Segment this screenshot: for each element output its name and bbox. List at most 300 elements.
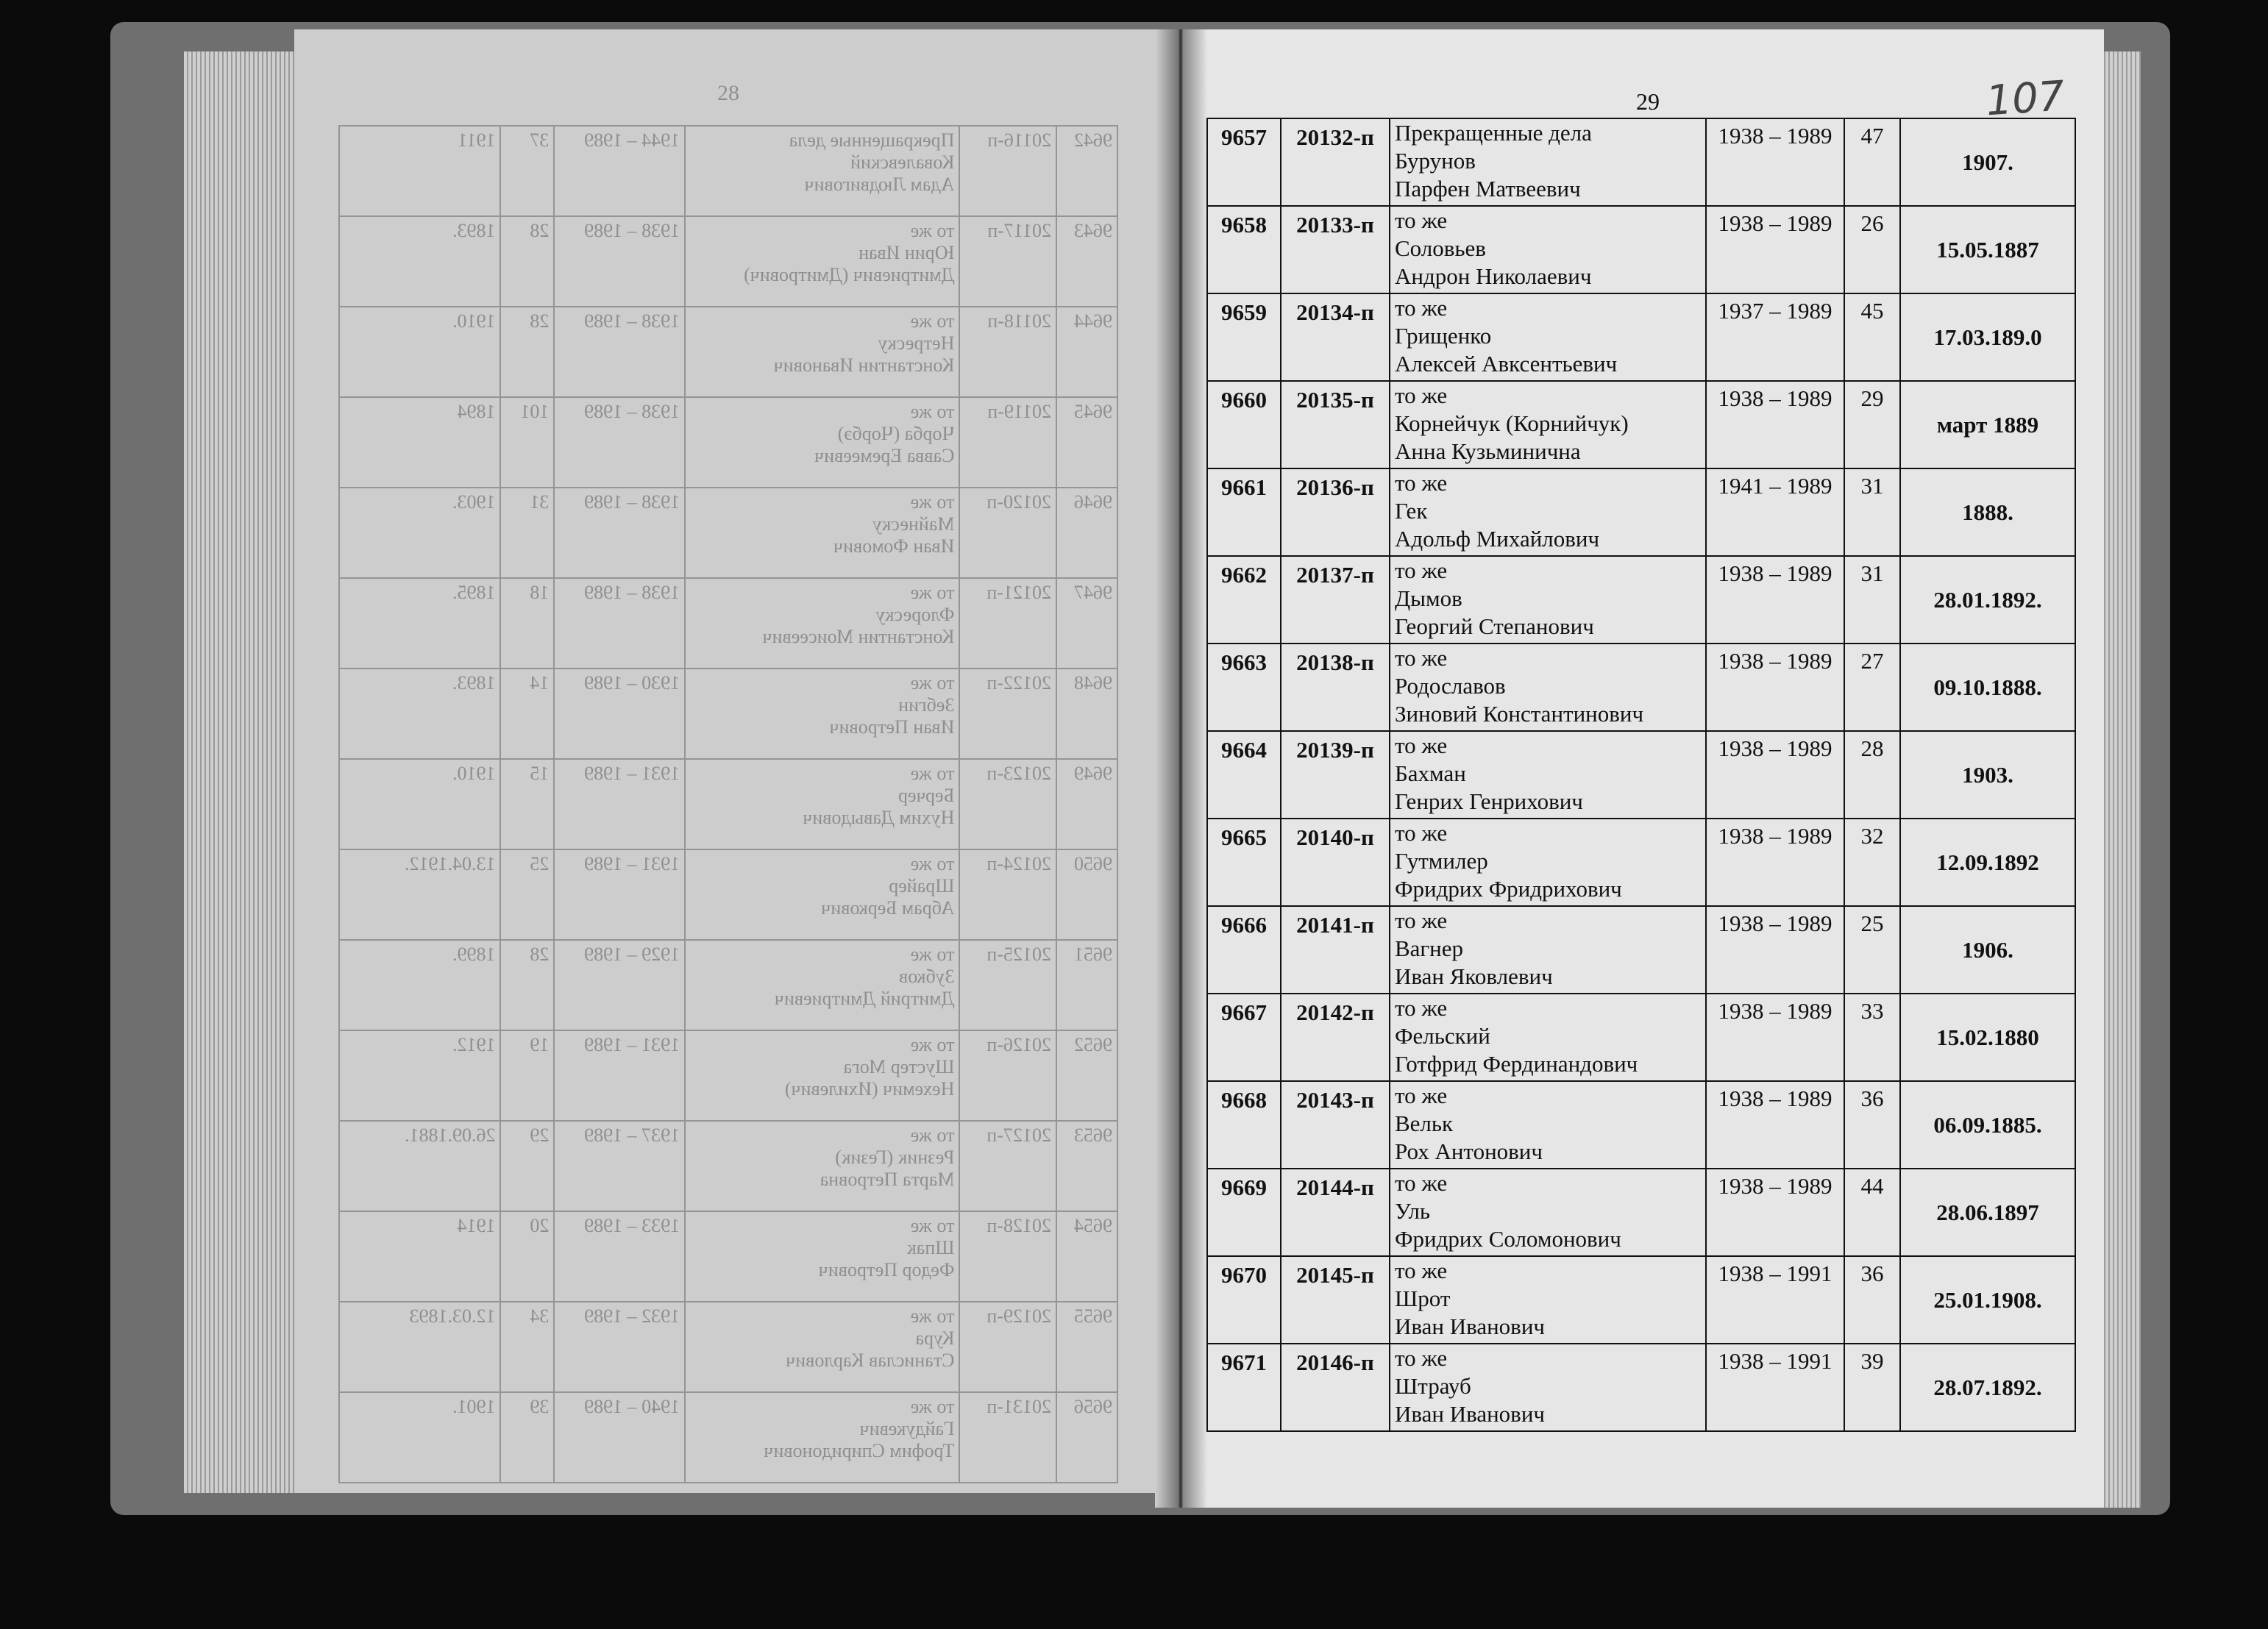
ghost-case-category: то же xyxy=(910,1124,955,1146)
case-category: Прекращенные дела xyxy=(1395,120,1592,146)
ghost-years-cell: 1938 – 1989 xyxy=(554,307,685,397)
ghost-no-cell: 9647 xyxy=(1056,578,1117,669)
date-range-cell: 1938 – 1989 xyxy=(1706,906,1844,994)
ghost-case-category: то же xyxy=(910,582,955,603)
record-number-cell: 9664 xyxy=(1207,731,1281,819)
record-number-cell: 9657 xyxy=(1207,118,1281,206)
ghost-no-cell: 9649 xyxy=(1056,759,1117,849)
case-number-cell: 20142-п xyxy=(1281,994,1390,1081)
ghost-surname: Юрин Иван xyxy=(859,242,955,263)
given-name: Иван Яковлевич xyxy=(1395,963,1553,989)
birth-date-cell: март 1889 xyxy=(1900,381,2075,468)
record-number-cell: 9666 xyxy=(1207,906,1281,994)
ghost-case-category: то же xyxy=(910,763,955,784)
ghost-given-name: Абрам Беркович xyxy=(821,897,955,919)
ghost-case-category: то же xyxy=(910,672,955,694)
ghost-person-cell xyxy=(685,307,959,397)
ghost-person-cell xyxy=(685,1302,959,1392)
person-cell xyxy=(1390,468,1706,556)
ghost-table-row xyxy=(339,1030,1117,1121)
sheet-count-cell: 47 xyxy=(1844,118,1900,206)
given-name: Рох Антонович xyxy=(1395,1138,1543,1164)
date-range-cell: 1938 – 1989 xyxy=(1706,206,1844,293)
table-row xyxy=(1207,731,2075,819)
birth-date-cell: 1907. xyxy=(1900,118,2075,206)
ghost-years-cell: 1938 – 1989 xyxy=(554,578,685,669)
ghost-surname: Берчер xyxy=(897,785,955,806)
ghost-table-row xyxy=(339,759,1117,849)
ghost-table-row xyxy=(339,1392,1117,1483)
ghost-sheets-cell: 20 xyxy=(500,1211,554,1302)
ghost-surname: Чорба (Чорбэ) xyxy=(837,423,955,444)
ghost-given-name: Трофим Спиридонович xyxy=(764,1440,955,1461)
ghost-given-name: Иван Фомович xyxy=(833,535,955,557)
ghost-years-cell: 1932 – 1989 xyxy=(554,1302,685,1392)
ghost-person-cell xyxy=(685,759,959,849)
record-number-cell: 9659 xyxy=(1207,293,1281,381)
ghost-years-cell: 1944 – 1989 xyxy=(554,126,685,216)
ghost-given-name: Станислав Карлович xyxy=(786,1350,955,1371)
ghost-case-category: то же xyxy=(910,310,955,332)
ghost-sheets-cell: 14 xyxy=(500,669,554,759)
person-cell xyxy=(1390,206,1706,293)
case-category: то же xyxy=(1395,557,1448,583)
sheet-count-cell: 31 xyxy=(1844,556,1900,644)
ghost-years-cell: 1938 – 1989 xyxy=(554,397,685,488)
ghost-sheets-cell: 28 xyxy=(500,307,554,397)
ghost-case-cell: 20124-п xyxy=(959,849,1056,940)
ghost-table-row xyxy=(339,940,1117,1030)
sheet-count-cell: 44 xyxy=(1844,1169,1900,1256)
case-category: то же xyxy=(1395,1258,1448,1283)
ghost-surname: Нетреску xyxy=(878,332,955,354)
ghost-person-cell xyxy=(685,669,959,759)
person-cell xyxy=(1390,1256,1706,1344)
person-cell xyxy=(1390,906,1706,994)
ghost-birth-cell: 1893. xyxy=(339,216,500,307)
ghost-table-row xyxy=(339,1302,1117,1392)
ghost-birth-cell: 1903. xyxy=(339,488,500,578)
table-row xyxy=(1207,556,2075,644)
ghost-no-cell: 9645 xyxy=(1056,397,1117,488)
given-name: Парфен Матвеевич xyxy=(1395,176,1581,202)
ghost-surname: Зубков xyxy=(898,966,955,987)
surname: Бурунов xyxy=(1395,148,1476,174)
table-row xyxy=(1207,206,2075,293)
case-category: то же xyxy=(1395,470,1448,496)
ghost-birth-cell: 1895. xyxy=(339,578,500,669)
ghost-case-category: то же xyxy=(910,1396,955,1417)
case-category: то же xyxy=(1395,995,1448,1021)
record-number-cell: 9662 xyxy=(1207,556,1281,644)
given-name: Фридрих Фридрихович xyxy=(1395,876,1622,902)
sheet-count-cell: 36 xyxy=(1844,1081,1900,1169)
given-name: Анна Кузьминична xyxy=(1395,438,1581,464)
ghost-table-row xyxy=(339,1211,1117,1302)
person-cell xyxy=(1390,118,1706,206)
table-row xyxy=(1207,1256,2075,1344)
sheet-count-cell: 36 xyxy=(1844,1256,1900,1344)
case-category: то же xyxy=(1395,1170,1448,1196)
ghost-sheets-cell: 25 xyxy=(500,849,554,940)
table-row xyxy=(1207,1344,2075,1431)
ghost-case-category: то же xyxy=(910,1305,955,1327)
surname: Уль xyxy=(1395,1198,1431,1224)
table-row xyxy=(1207,381,2075,468)
ghost-case-cell: 20127-п xyxy=(959,1121,1056,1211)
case-category: то же xyxy=(1395,207,1448,233)
ghost-case-cell: 20116-п xyxy=(959,126,1056,216)
case-category: то же xyxy=(1395,820,1448,846)
date-range-cell: 1938 – 1991 xyxy=(1706,1256,1844,1344)
date-range-cell: 1941 – 1989 xyxy=(1706,468,1844,556)
surname: Гек xyxy=(1395,498,1428,524)
ghost-surname: Шрайер xyxy=(889,875,955,897)
ghost-table-row xyxy=(339,578,1117,669)
ghost-case-category: то же xyxy=(910,491,955,513)
sheet-count-cell: 27 xyxy=(1844,644,1900,731)
surname: Грищенко xyxy=(1395,323,1492,349)
ghost-sheets-cell: 31 xyxy=(500,488,554,578)
sheet-count-cell: 29 xyxy=(1844,381,1900,468)
ghost-sheets-cell: 34 xyxy=(500,1302,554,1392)
ghost-given-name: Федор Петрович xyxy=(818,1259,955,1280)
table-row xyxy=(1207,1169,2075,1256)
ghost-case-cell: 20117-п xyxy=(959,216,1056,307)
ghost-case-category: то же xyxy=(910,1215,955,1236)
given-name: Зиновий Константинович xyxy=(1395,701,1644,727)
case-number-cell: 20145-п xyxy=(1281,1256,1390,1344)
ghost-case-cell: 20120-п xyxy=(959,488,1056,578)
given-name: Андрон Николаевич xyxy=(1395,263,1592,289)
ghost-case-category: то же xyxy=(910,220,955,241)
register-table xyxy=(1206,118,2076,1432)
case-number-cell: 20139-п xyxy=(1281,731,1390,819)
case-number-cell: 20137-п xyxy=(1281,556,1390,644)
ghost-years-cell: 1931 – 1989 xyxy=(554,1030,685,1121)
case-category: то же xyxy=(1395,908,1448,933)
ghost-person-cell xyxy=(685,216,959,307)
case-number-cell: 20136-п xyxy=(1281,468,1390,556)
given-name: Фридрих Соломонович xyxy=(1395,1226,1621,1252)
ghost-given-name: Марта Петровна xyxy=(820,1169,955,1190)
given-name: Алексей Авксентьевич xyxy=(1395,351,1618,377)
person-cell xyxy=(1390,731,1706,819)
ghost-no-cell: 9650 xyxy=(1056,849,1117,940)
ghost-given-name: Иван Петрович xyxy=(829,716,955,738)
ghost-sheets-cell: 28 xyxy=(500,940,554,1030)
ghost-table-row xyxy=(339,307,1117,397)
person-cell xyxy=(1390,293,1706,381)
table-row xyxy=(1207,118,2075,206)
birth-date-cell: 25.01.1908. xyxy=(1900,1256,2075,1344)
case-number-cell: 20132-п xyxy=(1281,118,1390,206)
person-cell xyxy=(1390,644,1706,731)
ghost-sheets-cell: 28 xyxy=(500,216,554,307)
sheet-count-cell: 28 xyxy=(1844,731,1900,819)
birth-date-cell: 1903. xyxy=(1900,731,2075,819)
ghost-no-cell: 9652 xyxy=(1056,1030,1117,1121)
ghost-case-cell: 20118-п xyxy=(959,307,1056,397)
ghost-no-cell: 9646 xyxy=(1056,488,1117,578)
ghost-years-cell: 1931 – 1989 xyxy=(554,759,685,849)
ghost-person-cell xyxy=(685,1121,959,1211)
ghost-table-row xyxy=(339,488,1117,578)
record-number-cell: 9661 xyxy=(1207,468,1281,556)
handwritten-sheet-number: 107 xyxy=(1984,72,2066,126)
birth-date-cell: 17.03.189.0 xyxy=(1900,293,2075,381)
ghost-sheets-cell: 37 xyxy=(500,126,554,216)
date-range-cell: 1938 – 1989 xyxy=(1706,644,1844,731)
birth-date-cell: 12.09.1892 xyxy=(1900,819,2075,906)
ghost-birth-cell: 26.09.1881. xyxy=(339,1121,500,1211)
ghost-person-cell xyxy=(685,126,959,216)
ghost-no-cell: 9643 xyxy=(1056,216,1117,307)
left-page-table xyxy=(338,125,1118,1483)
left-page-edges xyxy=(184,51,302,1493)
ghost-given-name: Константин Моисеевич xyxy=(762,626,955,647)
ghost-birth-cell: 1894 xyxy=(339,397,500,488)
ghost-case-cell: 20123-п xyxy=(959,759,1056,849)
person-cell xyxy=(1390,1344,1706,1431)
person-cell xyxy=(1390,819,1706,906)
ghost-birth-cell: 13.04.1912. xyxy=(339,849,500,940)
case-number-cell: 20143-п xyxy=(1281,1081,1390,1169)
ghost-surname: Флореску xyxy=(875,604,955,625)
ghost-surname: Шпак xyxy=(907,1237,955,1258)
ghost-birth-cell: 1910. xyxy=(339,759,500,849)
ghost-surname: Шустер Мога xyxy=(843,1056,955,1077)
case-number-cell: 20141-п xyxy=(1281,906,1390,994)
ghost-no-cell: 9653 xyxy=(1056,1121,1117,1211)
surname: Дымов xyxy=(1395,585,1462,611)
ghost-table-row xyxy=(339,849,1117,940)
book-gutter xyxy=(1155,29,1206,1508)
ghost-person-cell xyxy=(685,1392,959,1483)
ghost-table-row xyxy=(339,1121,1117,1211)
surname: Шрот xyxy=(1395,1286,1451,1311)
birth-date-cell: 28.07.1892. xyxy=(1900,1344,2075,1431)
sheet-count-cell: 39 xyxy=(1844,1344,1900,1431)
ghost-surname: Зебгин xyxy=(898,694,955,716)
surname: Фельский xyxy=(1395,1023,1490,1049)
birth-date-cell: 15.05.1887 xyxy=(1900,206,2075,293)
ghost-person-cell xyxy=(685,1030,959,1121)
date-range-cell: 1938 – 1989 xyxy=(1706,994,1844,1081)
surname: Штрауб xyxy=(1395,1373,1471,1399)
ghost-birth-cell: 1899. xyxy=(339,940,500,1030)
ghost-table-row xyxy=(339,397,1117,488)
ghost-surname: Майнеску xyxy=(872,513,955,535)
ghost-case-category: то же xyxy=(910,1034,955,1055)
ghost-case-cell: 20128-п xyxy=(959,1211,1056,1302)
ghost-person-cell xyxy=(685,940,959,1030)
ghost-no-cell: 9651 xyxy=(1056,940,1117,1030)
given-name: Иван Иванович xyxy=(1395,1401,1545,1427)
birth-date-cell: 06.09.1885. xyxy=(1900,1081,2075,1169)
table-row xyxy=(1207,293,2075,381)
ghost-case-cell: 20119-п xyxy=(959,397,1056,488)
record-number-cell: 9669 xyxy=(1207,1169,1281,1256)
given-name: Адольф Михайлович xyxy=(1395,526,1600,552)
case-number-cell: 20146-п xyxy=(1281,1344,1390,1431)
surname: Родославов xyxy=(1395,673,1506,699)
surname: Вагнер xyxy=(1395,935,1463,961)
person-cell xyxy=(1390,994,1706,1081)
sheet-count-cell: 32 xyxy=(1844,819,1900,906)
ghost-case-cell: 20121-п xyxy=(959,578,1056,669)
given-name: Генрих Генрихович xyxy=(1395,788,1583,814)
ghost-table-row xyxy=(339,126,1117,216)
surname: Корнейчук (Корнийчук) xyxy=(1395,410,1629,436)
date-range-cell: 1938 – 1989 xyxy=(1706,1169,1844,1256)
ghost-sheets-cell: 29 xyxy=(500,1121,554,1211)
case-number-cell: 20134-п xyxy=(1281,293,1390,381)
sheet-count-cell: 45 xyxy=(1844,293,1900,381)
ghost-case-cell: 20126-п xyxy=(959,1030,1056,1121)
case-category: то же xyxy=(1395,1083,1448,1108)
ghost-case-cell: 20129-п xyxy=(959,1302,1056,1392)
table-row xyxy=(1207,994,2075,1081)
ghost-case-cell: 20125-п xyxy=(959,940,1056,1030)
case-number-cell: 20133-п xyxy=(1281,206,1390,293)
ghost-given-name: Нухим Давыдович xyxy=(803,807,955,828)
ghost-table-row xyxy=(339,669,1117,759)
ghost-person-cell xyxy=(685,578,959,669)
case-number-cell: 20138-п xyxy=(1281,644,1390,731)
date-range-cell: 1938 – 1989 xyxy=(1706,819,1844,906)
person-cell xyxy=(1390,1081,1706,1169)
ghost-person-cell xyxy=(685,849,959,940)
ghost-years-cell: 1940 – 1989 xyxy=(554,1392,685,1483)
ghost-birth-cell: 1910. xyxy=(339,307,500,397)
ghost-birth-cell: 1893. xyxy=(339,669,500,759)
case-category: то же xyxy=(1395,645,1448,671)
ghost-years-cell: 1938 – 1989 xyxy=(554,488,685,578)
ghost-sheets-cell: 101 xyxy=(500,397,554,488)
ghost-years-cell: 1937 – 1989 xyxy=(554,1121,685,1211)
ghost-case-category: Прекращенные дела xyxy=(789,129,955,151)
ghost-sheets-cell: 15 xyxy=(500,759,554,849)
given-name: Иван Иванович xyxy=(1395,1313,1545,1339)
case-category: то же xyxy=(1395,1345,1448,1371)
date-range-cell: 1938 – 1989 xyxy=(1706,381,1844,468)
left-page-content xyxy=(338,81,1118,1461)
ghost-years-cell: 1933 – 1989 xyxy=(554,1211,685,1302)
case-category: то же xyxy=(1395,732,1448,758)
ghost-years-cell: 1929 – 1989 xyxy=(554,940,685,1030)
ghost-person-cell xyxy=(685,1211,959,1302)
table-row xyxy=(1207,819,2075,906)
ghost-case-cell: 20131-п xyxy=(959,1392,1056,1483)
ghost-sheets-cell: 18 xyxy=(500,578,554,669)
date-range-cell: 1938 – 1991 xyxy=(1706,1344,1844,1431)
record-number-cell: 9668 xyxy=(1207,1081,1281,1169)
case-category: то же xyxy=(1395,382,1448,408)
left-page-number: 28 xyxy=(717,81,739,105)
record-number-cell: 9663 xyxy=(1207,644,1281,731)
ghost-person-cell xyxy=(685,397,959,488)
ghost-given-name: Нехемич (Ихилевич) xyxy=(784,1078,955,1099)
record-number-cell: 9665 xyxy=(1207,819,1281,906)
ghost-given-name: Константин Иванович xyxy=(773,354,955,376)
given-name: Готфрид Фердинандович xyxy=(1395,1051,1638,1077)
ghost-birth-cell: 1901. xyxy=(339,1392,500,1483)
date-range-cell: 1938 – 1989 xyxy=(1706,1081,1844,1169)
record-number-cell: 9660 xyxy=(1207,381,1281,468)
ghost-given-name: Савва Еремеевич xyxy=(814,445,955,466)
sheet-count-cell: 26 xyxy=(1844,206,1900,293)
ghost-no-cell: 9655 xyxy=(1056,1302,1117,1392)
table-row xyxy=(1207,1081,2075,1169)
person-cell xyxy=(1390,381,1706,468)
record-number-cell: 9671 xyxy=(1207,1344,1281,1431)
ghost-given-name: Дмитриевич (Дмитрович) xyxy=(744,264,955,285)
sheet-count-cell: 31 xyxy=(1844,468,1900,556)
ghost-birth-cell: 1914 xyxy=(339,1211,500,1302)
case-category: то же xyxy=(1395,295,1448,321)
ghost-no-cell: 9644 xyxy=(1056,307,1117,397)
record-number-cell: 9667 xyxy=(1207,994,1281,1081)
given-name: Георгий Степанович xyxy=(1395,613,1594,639)
ghost-surname: Резник (Гезик) xyxy=(835,1147,955,1168)
ghost-surname: Ковалевский xyxy=(850,152,955,173)
ghost-no-cell: 9654 xyxy=(1056,1211,1117,1302)
case-number-cell: 20144-п xyxy=(1281,1169,1390,1256)
ghost-birth-cell: 12.03.1893 xyxy=(339,1302,500,1392)
sheet-count-cell: 33 xyxy=(1844,994,1900,1081)
record-number-cell: 9670 xyxy=(1207,1256,1281,1344)
ghost-years-cell: 1938 – 1989 xyxy=(554,216,685,307)
case-number-cell: 20140-п xyxy=(1281,819,1390,906)
birth-date-cell: 1888. xyxy=(1900,468,2075,556)
record-number-cell: 9658 xyxy=(1207,206,1281,293)
birth-date-cell: 28.01.1892. xyxy=(1900,556,2075,644)
ghost-table-row xyxy=(339,216,1117,307)
ghost-person-cell xyxy=(685,488,959,578)
ghost-no-cell: 9656 xyxy=(1056,1392,1117,1483)
ghost-case-category: то же xyxy=(910,853,955,874)
table-row xyxy=(1207,644,2075,731)
birth-date-cell: 09.10.1888. xyxy=(1900,644,2075,731)
table-row xyxy=(1207,906,2075,994)
ghost-given-name: Дмитрий Дмитриевич xyxy=(774,988,955,1009)
date-range-cell: 1937 – 1989 xyxy=(1706,293,1844,381)
ghost-sheets-cell: 19 xyxy=(500,1030,554,1121)
surname: Соловьев xyxy=(1395,235,1486,261)
ghost-given-name: Адам Людвигович xyxy=(804,174,955,195)
table-row xyxy=(1207,468,2075,556)
birth-date-cell: 1906. xyxy=(1900,906,2075,994)
birth-date-cell: 28.06.1897 xyxy=(1900,1169,2075,1256)
ghost-birth-cell: 1912. xyxy=(339,1030,500,1121)
person-cell xyxy=(1390,556,1706,644)
person-cell xyxy=(1390,1169,1706,1256)
surname: Вельк xyxy=(1395,1111,1454,1136)
surname: Гутмилер xyxy=(1395,848,1488,874)
date-range-cell: 1938 – 1989 xyxy=(1706,118,1844,206)
ghost-no-cell: 9648 xyxy=(1056,669,1117,759)
page-number: 29 xyxy=(1636,88,1660,115)
ghost-years-cell: 1930 – 1989 xyxy=(554,669,685,759)
ghost-no-cell: 9642 xyxy=(1056,126,1117,216)
ghost-sheets-cell: 39 xyxy=(500,1392,554,1483)
case-number-cell: 20135-п xyxy=(1281,381,1390,468)
ghost-years-cell: 1931 – 1989 xyxy=(554,849,685,940)
ghost-case-cell: 20122-п xyxy=(959,669,1056,759)
ghost-birth-cell: 1911 xyxy=(339,126,500,216)
ghost-case-category: то же xyxy=(910,944,955,965)
